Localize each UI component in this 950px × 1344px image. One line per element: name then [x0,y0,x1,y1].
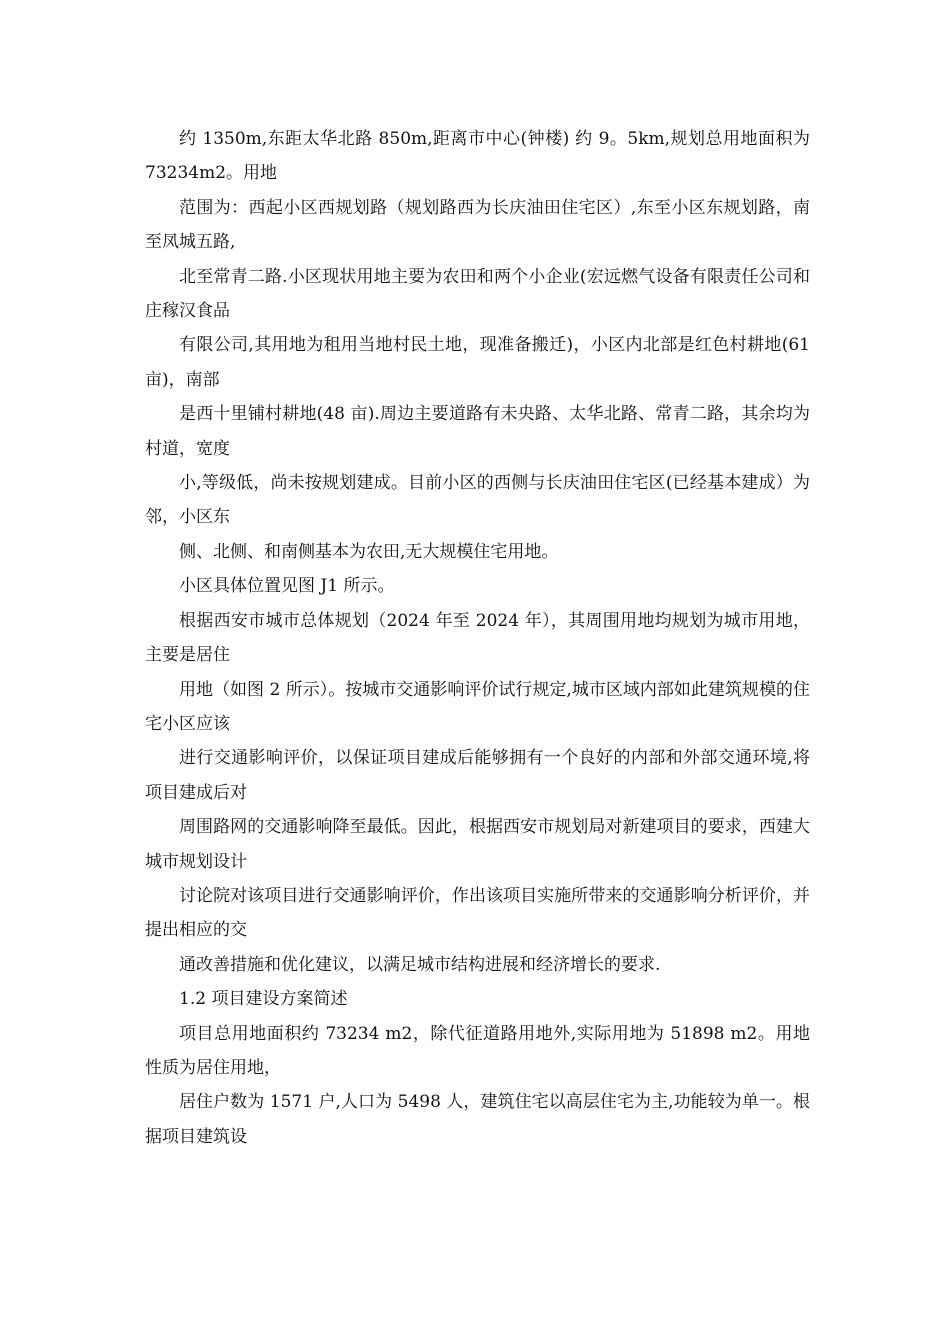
section-heading-1-2: 1.2 项目建设方案简述 [179,989,348,1010]
paragraph-assessment-goal: 进行交通影响评价，以保证项目建成后能够拥有一个良好的内部和外部交通环境,将项目建成后对 [145,748,810,803]
paragraph-relocation: 有限公司,其用地为租用当地村民土地，现准备搬迁)，小区内北部是红色村耕地(61 亩)，南部 [145,335,810,390]
paragraph-current-land-use: 北至常青二路.小区现状用地主要为农田和两个小企业(宏远燃气设备有限责任公司和庄稼汉食品 [145,266,810,322]
paragraph-surroundings: 侧、北侧、和南侧基本为农田,无大规模住宅用地。 [179,541,559,562]
paragraph-boundary-west-east: 范围为：西起小区西规划路（规划路西为长庆油田住宅区）,东至小区东规划路，南至凤城五路, [145,197,810,253]
paragraph-regulation: 用地（如图 2 所示）。按城市交通影响评价试行规定,城市区域内部如此建筑规模的住宅小区应该 [145,679,810,734]
paragraph-location: 约 1350m,东距太华北路 850m,距离市中心(钟楼) 约 9。5km,规划总用地面积为 73234m2。用地 [145,129,810,184]
paragraph-households: 居住户数为 1571 户,人口为 5498 人，建筑住宅以高层住宅为主,功能较为单一。根据项目建筑设 [145,1092,810,1147]
document-body [145,122,810,1154]
paragraph-master-plan: 根据西安市城市总体规划（2024 年至 2024 年），其周围用地均规划为城市用地，主要是居住 [145,610,810,666]
paragraph-improvement: 通改善措施和优化建议，以满足城市结构进展和经济增长的要求. [179,954,661,975]
paragraph-figure-reference: 小区具体位置见图 J1 所示。 [179,576,395,597]
paragraph-land-area: 项目总用地面积约 73234 m2，除代征道路用地外,实际用地为 51898 m2。用地性质为居住用地， [145,1023,810,1078]
paragraph-bureau-requirement: 周围路网的交通影响降至最低。因此，根据西安市规划局对新建项目的要求，西建大城市规划设计 [145,817,810,872]
paragraph-surrounding-roads: 是西十里铺村耕地(48 亩).周边主要道路有未央路、太华北路、常青二路，其余均为村道，宽度 [145,404,810,459]
paragraph-institute-task: 讨论院对该项目进行交通影响评价，作出该项目实施所带来的交通影响分析评价，并提出相应的交 [145,885,810,941]
paragraph-road-status: 小,等级低，尚未按规划建成。目前小区的西侧与长庆油田住宅区(已经基本建成）为邻，小区东 [145,473,810,528]
